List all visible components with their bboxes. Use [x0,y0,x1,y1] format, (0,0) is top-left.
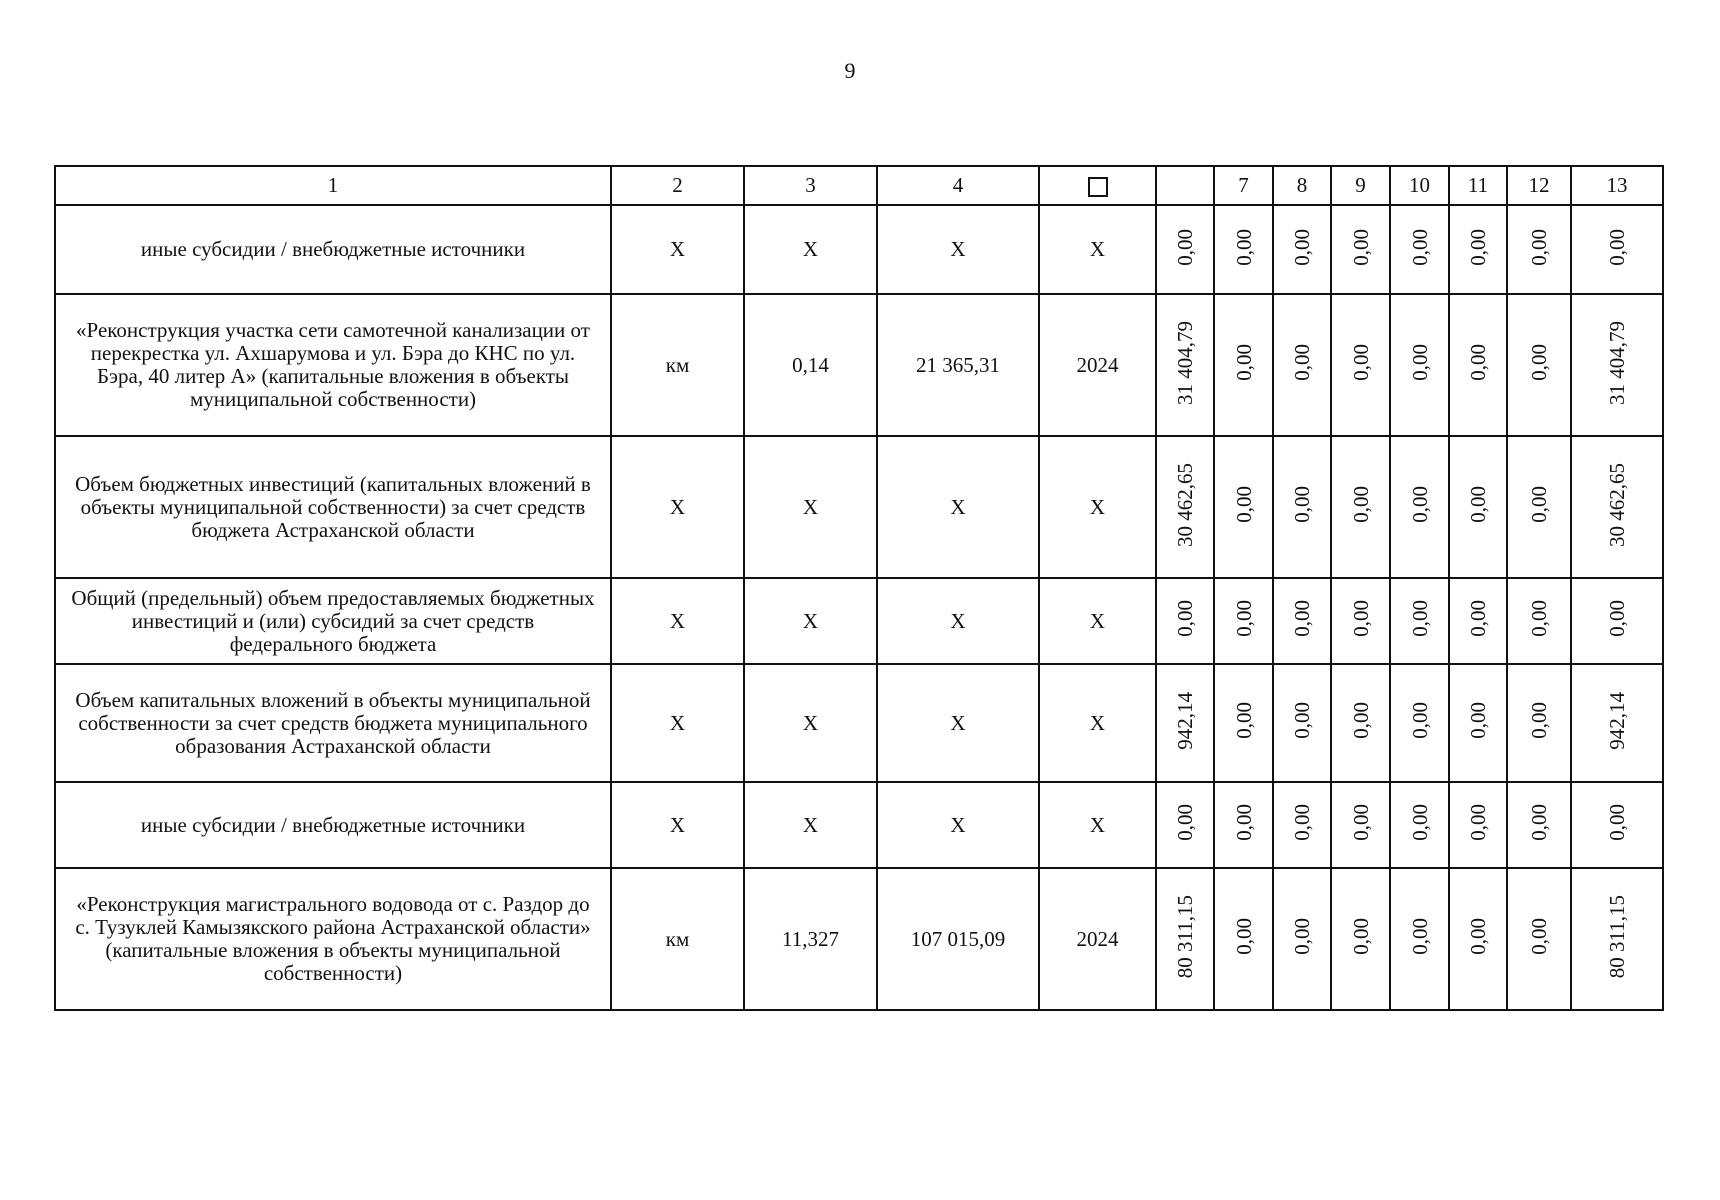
value-text: 0,00 [1466,600,1490,637]
value-cell [1331,868,1390,1010]
header-cell: 12 [1507,166,1571,205]
value-text: 0,00 [1407,702,1432,739]
row-capacity: Х [744,664,877,782]
value-text: 0,00 [1290,918,1314,955]
value-cell [1331,294,1390,436]
value-cell [1390,868,1449,1010]
value-cell [1390,782,1449,868]
header-cell [1039,166,1156,205]
header-cell: 13 [1571,166,1663,205]
value-text: 0,00 [1407,918,1432,955]
value-cell [1331,664,1390,782]
value-cell [1507,868,1571,1010]
value-cell [1214,782,1273,868]
row-year: Х [1039,578,1156,664]
row-cost: Х [877,436,1039,578]
value-cell [1571,868,1663,1010]
value-cell [1273,578,1331,664]
value-text: 0,00 [1466,344,1490,381]
value-text: 0,00 [1231,804,1256,841]
value-text: 0,00 [1290,804,1314,841]
header-cell: 9 [1331,166,1390,205]
row-description: Объем капитальных вложений в объекты муниципальной собственности за счет средств бюджета муниципального образования Астраханской области [55,664,611,782]
row-year: Х [1039,436,1156,578]
row-description: Объем бюджетных инвестиций (капитальных вложений в объекты муниципальной собственности) за счет средств бюджета Астраханской области [55,436,611,578]
row-description: Общий (предельный) объем предоставляемых бюджетных инвестиций и (или) субсидий за счет средств федерального бюджета [55,578,611,664]
value-cell [1273,868,1331,1010]
value-cell [1331,205,1390,294]
value-text: 0,00 [1605,804,1629,841]
row-year: 2024 [1039,294,1156,436]
value-text: 0,00 [1173,804,1197,841]
value-text: 0,00 [1348,918,1373,955]
value-cell [1390,664,1449,782]
row-unit: Х [611,664,744,782]
value-text: 0,00 [1527,600,1551,637]
value-cell [1449,294,1507,436]
value-cell [1214,294,1273,436]
row-unit: Х [611,578,744,664]
value-cell [1156,664,1214,782]
value-cell [1156,868,1214,1010]
row-capacity: Х [744,436,877,578]
value-cell [1273,294,1331,436]
value-text: 0,00 [1231,344,1256,381]
value-cell [1571,436,1663,578]
value-cell [1156,578,1214,664]
value-cell [1156,782,1214,868]
row-capacity: Х [744,782,877,868]
value-text: 0,00 [1605,600,1629,637]
value-cell [1273,436,1331,578]
header-cell: 10 [1390,166,1449,205]
row-capacity: Х [744,205,877,294]
value-cell [1449,436,1507,578]
value-cell [1273,664,1331,782]
value-text: 0,00 [1407,228,1432,266]
value-cell [1507,664,1571,782]
value-text: 30 462,65 [1173,462,1197,547]
value-text: 0,00 [1290,486,1314,523]
value-text: 0,00 [1348,344,1373,381]
value-cell [1156,294,1214,436]
value-cell [1449,868,1507,1010]
value-cell [1390,578,1449,664]
header-cell [1156,166,1214,205]
value-text: 80 311,15 [1173,894,1197,979]
value-cell [1507,205,1571,294]
value-text: 0,00 [1527,804,1551,841]
value-text: 0,00 [1407,804,1432,841]
row-description: иные субсидии / внебюджетные источники [55,205,611,294]
value-text: 0,00 [1173,228,1197,266]
page-number: 9 [844,58,856,83]
budget-table [54,165,1664,1011]
value-text: 942,14 [1173,691,1197,750]
value-cell [1214,205,1273,294]
table-row [55,664,1663,782]
value-text: 0,00 [1290,344,1314,381]
value-text: 0,00 [1466,804,1490,841]
row-description: «Реконструкция участка сети самотечной канализации от перекрестка ул. Ахшарумова и ул. Бэра до КНС по ул. Бэра, 40 литер А» (капитальные вложения в объекты муниципальной собственности) [55,294,611,436]
value-text: 0,00 [1527,702,1551,739]
value-cell [1571,664,1663,782]
value-cell [1331,782,1390,868]
value-text: 0,00 [1466,702,1490,739]
value-cell [1390,294,1449,436]
value-text: 0,00 [1407,600,1432,637]
value-text: 0,00 [1407,344,1432,381]
value-cell [1507,436,1571,578]
value-cell [1214,436,1273,578]
value-text: 0,00 [1527,918,1551,955]
value-text: 942,14 [1605,691,1629,750]
row-cost: Х [877,664,1039,782]
value-text: 31 404,79 [1605,320,1629,405]
value-cell [1571,205,1663,294]
value-text: 0,00 [1290,228,1314,266]
row-description: иные субсидии / внебюджетные источники [55,782,611,868]
value-cell [1390,436,1449,578]
header-cell: 7 [1214,166,1273,205]
row-cost: 21 365,31 [877,294,1039,436]
value-cell [1571,294,1663,436]
value-text: 0,00 [1605,228,1629,266]
row-unit: км [611,294,744,436]
row-unit: Х [611,782,744,868]
header-cell: 8 [1273,166,1331,205]
value-text: 0,00 [1231,702,1256,739]
value-text: 0,00 [1348,486,1373,523]
value-cell [1449,782,1507,868]
row-year: Х [1039,205,1156,294]
table-row [55,782,1663,868]
row-capacity: 11,327 [744,868,877,1010]
row-description: «Реконструкция магистрального водовода от с. Раздор до с. Тузуклей Камызякского района Астраханской области» (капитальные вложения в объекты муниципальной собственности) [55,868,611,1010]
row-year: Х [1039,664,1156,782]
row-unit: Х [611,205,744,294]
value-text: 31 404,79 [1173,320,1197,405]
value-text: 0,00 [1231,918,1256,955]
table-header-row [55,166,1663,205]
value-cell [1390,205,1449,294]
value-text: 0,00 [1466,486,1490,523]
row-unit: км [611,868,744,1010]
row-year: 2024 [1039,868,1156,1010]
value-text: 0,00 [1290,702,1314,739]
value-text: 0,00 [1231,486,1256,523]
value-text: 0,00 [1527,344,1551,381]
header-cell: 2 [611,166,744,205]
header-cell: 11 [1449,166,1507,205]
value-text: 0,00 [1348,804,1373,841]
header-cell: 4 [877,166,1039,205]
value-cell [1214,578,1273,664]
value-cell [1449,578,1507,664]
checkbox-box-icon [1088,177,1108,197]
value-text: 0,00 [1231,600,1256,637]
row-cost: 107 015,09 [877,868,1039,1010]
row-year: Х [1039,782,1156,868]
value-cell [1273,205,1331,294]
value-cell [1449,205,1507,294]
value-text: 0,00 [1466,228,1490,266]
value-cell [1214,868,1273,1010]
table-row [55,436,1663,578]
value-cell [1507,782,1571,868]
value-cell [1156,436,1214,578]
value-text: 0,00 [1527,486,1551,523]
value-cell [1571,578,1663,664]
value-cell [1449,664,1507,782]
row-unit: Х [611,436,744,578]
value-cell [1156,205,1214,294]
value-text: 0,00 [1348,702,1373,739]
value-text: 0,00 [1527,228,1551,266]
table-row [55,578,1663,664]
value-text: 0,00 [1290,600,1314,637]
value-cell [1331,436,1390,578]
value-cell [1571,782,1663,868]
value-text: 80 311,15 [1605,894,1629,979]
value-text: 0,00 [1231,228,1256,266]
value-text: 30 462,65 [1605,462,1629,547]
table-row [55,294,1663,436]
value-cell [1214,664,1273,782]
table-row [55,205,1663,294]
value-text: 0,00 [1348,600,1373,637]
row-cost: Х [877,782,1039,868]
value-text: 0,00 [1348,228,1373,266]
value-text: 0,00 [1407,486,1432,523]
value-text: 0,00 [1173,600,1197,637]
value-cell [1331,578,1390,664]
value-cell [1507,578,1571,664]
header-cell: 3 [744,166,877,205]
row-cost: Х [877,205,1039,294]
row-capacity: Х [744,578,877,664]
table-body [55,166,1663,1010]
row-capacity: 0,14 [744,294,877,436]
value-text: 0,00 [1466,918,1490,955]
row-cost: Х [877,578,1039,664]
value-cell [1273,782,1331,868]
header-cell: 1 [55,166,611,205]
value-cell [1507,294,1571,436]
table-row [55,868,1663,1010]
